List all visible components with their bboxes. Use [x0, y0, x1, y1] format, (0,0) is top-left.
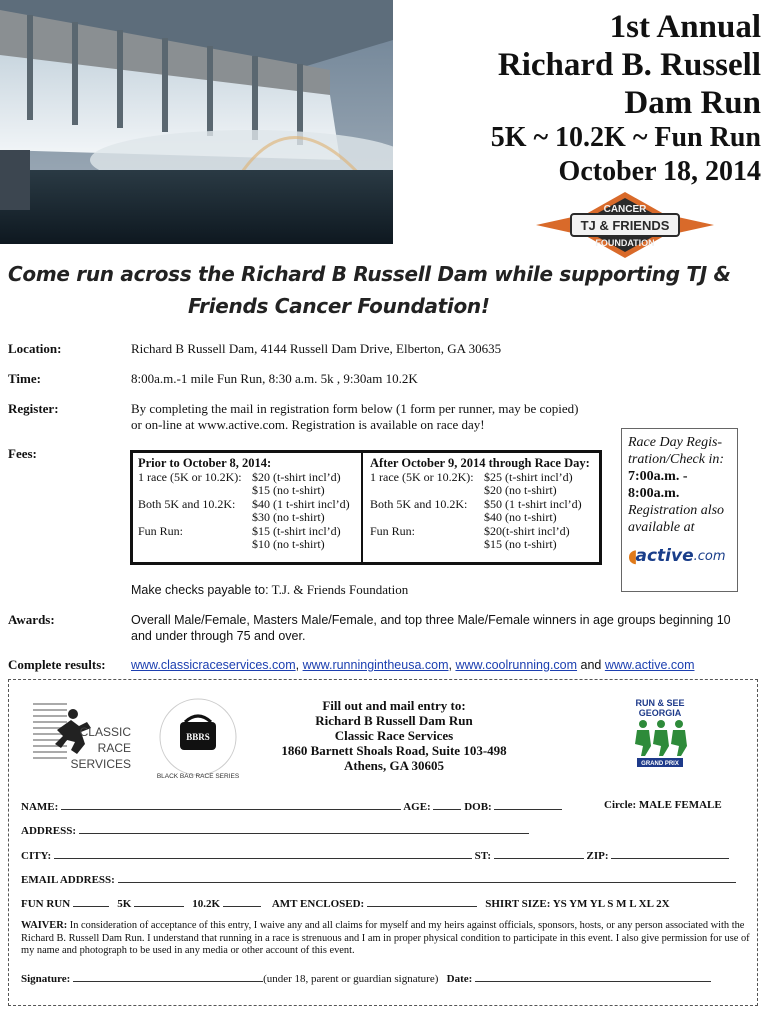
name-field[interactable] — [61, 799, 401, 810]
fees-after-heading: After October 9, 2014 through Race Day: — [370, 456, 590, 470]
amount-enclosed-field[interactable] — [367, 896, 477, 907]
checks-payable — [131, 582, 408, 598]
fees-label: Fees: — [8, 446, 37, 461]
race-selection-row — [21, 896, 670, 910]
register-line1: By completing the mail in registration form below (1 form per runner, may be copied) — [131, 401, 579, 416]
title-name: Richard B. Russell — [497, 47, 761, 83]
awards-value — [131, 612, 751, 644]
link-active[interactable]: www.active.com — [604, 658, 695, 672]
fee-row — [370, 471, 594, 485]
mail-to-line1: Fill out and mail entry to: — [322, 698, 466, 713]
link-runningintheusa[interactable]: www.runningintheusa.com — [302, 658, 449, 672]
fee-row — [138, 484, 356, 498]
fee-label — [138, 538, 252, 552]
checks-value: T.J. & Friends Foundation — [271, 582, 409, 597]
fee-label — [138, 511, 252, 525]
fee-label: 1 race (5K or 10.2K): — [138, 469, 242, 484]
register-label: Register: — [8, 401, 59, 416]
title-edition: 1st Annual — [609, 9, 761, 45]
fee-amount: $15 (no t-shirt) — [484, 537, 557, 551]
run-and-see-georgia-logo — [619, 694, 701, 780]
fee-amount: $50 (1 t-shirt incl’d) — [484, 496, 582, 511]
awards-label: Awards: — [8, 612, 55, 627]
city-label: CITY — [21, 850, 48, 862]
awards-line1: Overall Male/Female, Masters Male/Female, and top three Male/Female winners in age groups beginning 10 — [131, 613, 731, 627]
waiver — [21, 920, 751, 958]
race-day-line6: available at — [628, 520, 695, 535]
link-coolrunning[interactable]: www.coolrunning.com — [455, 658, 578, 672]
age-field[interactable] — [433, 799, 461, 810]
title-distances: 5K ~ 10.2K ~ Fun Run — [490, 122, 761, 153]
crs-logo-line2: RACE — [97, 741, 131, 755]
fee-label — [370, 538, 484, 552]
race-day-line2: tration/Check in: — [628, 452, 725, 467]
bb-logo-ring: BLACK BAG RACE SERIES — [156, 773, 240, 780]
tj-logo-middle: TJ & FRIENDS — [580, 218, 670, 233]
dam-photo — [0, 0, 393, 244]
fee-amount: $25 (t-shirt incl’d) — [484, 469, 573, 484]
link-classicraceservices[interactable]: www.classicraceservices.com — [131, 658, 296, 672]
fee-label — [138, 484, 252, 498]
five-k-label: 5K — [117, 898, 132, 910]
rsg-logo-line1: RUN & SEE — [635, 698, 685, 708]
shirt-size-options[interactable]: SHIRT SIZE: YS YM YL S M L XL 2X — [485, 898, 670, 910]
zip-label: ZIP — [586, 850, 605, 862]
mail-to-line5: Athens, GA 30605 — [343, 758, 445, 773]
entry-form — [8, 679, 758, 1006]
signature-row — [21, 971, 711, 985]
amount-enclosed-label: AMT ENCLOSED: — [271, 898, 365, 910]
bb-logo-text: BBRS — [186, 732, 210, 742]
race-day-time-start: 7:00a.m. - — [628, 469, 688, 484]
city-field[interactable] — [54, 848, 472, 859]
ten-k-label: 10.2K — [192, 898, 221, 910]
email-label: EMAIL ADDRESS — [21, 874, 112, 886]
crs-logo-line3: SERVICES — [70, 757, 131, 771]
waiver-label: WAIVER: — [21, 920, 68, 931]
tagline-line1: Come run across the Richard B Russell Dam while supporting TJ & — [8, 262, 731, 286]
mail-to-line3: Classic Race Services — [334, 728, 454, 743]
fees-prior-heading: Prior to October 8, 2014: — [138, 456, 272, 470]
fee-amount: $15 (no t-shirt) — [252, 483, 325, 497]
black-bag-race-series-logo — [155, 692, 241, 782]
crs-logo-line1: CLASSIC — [79, 725, 131, 739]
state-label: ST — [474, 850, 488, 862]
register-value — [131, 401, 621, 433]
active-swoosh-icon: ◖ — [628, 546, 638, 567]
dob-label: DOB — [464, 801, 489, 813]
tagline-line2: Friends Cancer Foundation! — [188, 294, 490, 318]
time-value: 8:00a.m.-1 mile Fun Run, 8:30 a.m. 5k , 9:30am 10.2K — [131, 371, 418, 386]
address-label: ADDRESS — [21, 825, 73, 837]
tj-logo-top: CANCER — [603, 204, 647, 215]
guardian-note: (under 18, parent or guardian signature) — [263, 973, 439, 985]
mail-to-header — [249, 698, 539, 773]
fee-label — [370, 484, 484, 498]
fee-row — [370, 511, 594, 525]
fun-run-label: FUN RUN — [21, 898, 71, 910]
waiver-text: In consideration of acceptance of this entry, I waive any and all claims for myself and my heirs against officials, sponsors, hosts, or any person associated with the Richard B. Russell Dam Run. I understand that running in a race is strenuous and I am in proper physical condition to participate in this event. I also give permission for use of my name and photograph to be used in any media or other account of this event. — [21, 920, 750, 956]
checks-label: Make checks payable to: — [131, 583, 269, 597]
fee-amount: $20 (no t-shirt) — [484, 483, 557, 497]
tagline — [8, 258, 738, 322]
mail-to-line2: Richard B Russell Dam Run — [315, 713, 473, 728]
fee-row — [370, 498, 594, 512]
fee-label: Fun Run: — [138, 523, 184, 538]
fee-row — [370, 538, 594, 552]
fee-label: Both 5K and 10.2K: — [138, 496, 236, 511]
signature-field[interactable] — [73, 971, 263, 982]
fee-row — [138, 498, 356, 512]
time-label: Time: — [8, 371, 41, 386]
rsg-logo-line3: GRAND PRIX — [641, 761, 679, 767]
address-field[interactable] — [79, 823, 529, 834]
fees-prior-column — [133, 453, 363, 562]
event-title — [491, 8, 761, 190]
mail-to-line4: 1860 Barnett Shoals Road, Suite 103-498 — [281, 743, 507, 758]
fees-after-column — [365, 453, 599, 562]
race-day-line5: Registration also — [628, 503, 725, 518]
fee-row — [370, 525, 594, 539]
results-and: and — [580, 658, 602, 672]
dob-field[interactable] — [494, 799, 562, 810]
fee-amount: $15 (t-shirt incl’d) — [252, 523, 341, 538]
email-field[interactable] — [118, 872, 736, 883]
location-value: Richard B Russell Dam, 4144 Russell Dam Drive, Elberton, GA 30635 — [131, 341, 502, 356]
fee-amount: $30 (no t-shirt) — [252, 510, 325, 524]
name-label: NAME — [21, 801, 55, 813]
awards-line2: and under through 75 and over. — [131, 629, 306, 643]
tj-logo-bottom: FOUNDATION — [595, 238, 655, 248]
active-logo — [628, 548, 731, 565]
email-row: EMAIL ADDRESS: — [21, 872, 736, 886]
fee-amount: $20(t-shirt incl’d) — [484, 523, 570, 538]
signature-label: Signature: — [21, 973, 71, 985]
title-run: Dam Run — [624, 85, 761, 121]
fee-row — [138, 538, 356, 552]
zip-field[interactable] — [611, 848, 729, 859]
results-label: Complete results: — [8, 657, 106, 672]
five-k-field[interactable] — [134, 896, 184, 907]
classic-race-services-logo — [27, 700, 139, 774]
location-label: Location: — [8, 341, 62, 356]
city-row: CITY: ST: ZIP: — [21, 848, 729, 862]
fee-label — [370, 511, 484, 525]
gender-circle[interactable]: Circle: MALE FEMALE — [604, 799, 722, 811]
ten-k-field[interactable] — [223, 896, 261, 907]
fee-row — [138, 525, 356, 539]
fee-label: 1 race (5K or 10.2K): — [370, 469, 474, 484]
date-field[interactable] — [475, 971, 711, 982]
results-links: www.classicraceservices.com, www.runningintheusa.com, www.coolrunning.com and www.active.com — [131, 658, 695, 672]
fee-row — [138, 511, 356, 525]
active-logo-text: active — [635, 546, 694, 566]
date-label: Date: — [446, 973, 473, 985]
age-label: AGE — [403, 801, 428, 813]
fee-amount: $40 (no t-shirt) — [484, 510, 557, 524]
race-day-time-end: 8:00a.m. — [628, 486, 680, 501]
name-row: NAME: AGE: DOB: — [21, 799, 562, 813]
fee-label: Fun Run: — [370, 523, 416, 538]
state-field[interactable] — [494, 848, 584, 859]
fee-amount: $40 (1 t-shirt incl’d) — [252, 496, 350, 511]
fee-amount: $10 (no t-shirt) — [252, 537, 325, 551]
fee-label: Both 5K and 10.2K: — [370, 496, 468, 511]
rsg-logo-line2: GEORGIA — [638, 708, 682, 718]
fees-table — [130, 450, 602, 565]
fee-amount: $20 (t-shirt incl’d) — [252, 469, 341, 484]
tj-friends-logo — [536, 192, 714, 258]
race-day-line1: Race Day Regis- — [628, 435, 723, 450]
title-date: October 18, 2014 — [558, 156, 761, 187]
fee-row — [138, 471, 356, 485]
race-day-box — [621, 428, 738, 592]
fun-run-field[interactable] — [73, 896, 109, 907]
address-row: ADDRESS: — [21, 823, 529, 837]
fee-row — [370, 484, 594, 498]
active-logo-com: .com — [693, 549, 726, 564]
register-line2: or on-line at www.active.com. Registration is available on race day! — [131, 417, 485, 432]
